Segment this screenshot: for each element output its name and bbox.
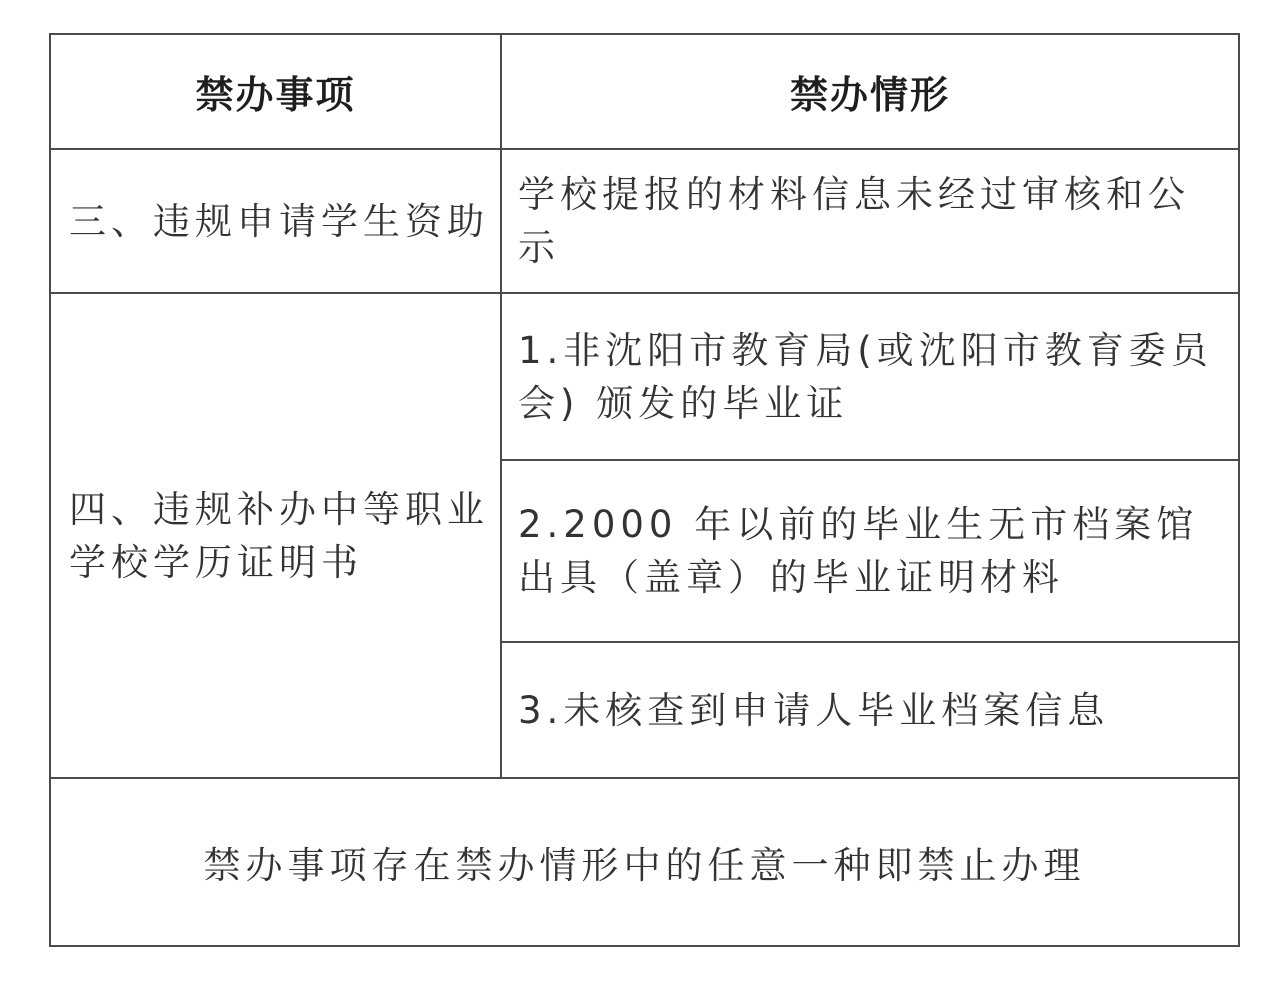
prohibition-table-sheet [49, 33, 1238, 955]
table-header-row [50, 34, 1239, 149]
header-prohibited-item: 禁办事项 [50, 34, 501, 149]
footer-note: 禁办事项存在禁办情形中的任意一种即禁止办理 [50, 778, 1239, 946]
situation-diploma-1: 1.非沈阳市教育局(或沈阳市教育委员会) 颁发的毕业证 [501, 293, 1239, 460]
item-student-aid: 三、违规申请学生资助 [50, 149, 501, 293]
situation-diploma-3: 3.未核查到申请人毕业档案信息 [501, 642, 1239, 778]
prohibition-table [49, 33, 1240, 947]
table-row [50, 149, 1239, 293]
header-prohibited-situation: 禁办情形 [501, 34, 1239, 149]
table-footer-row [50, 778, 1239, 946]
item-diploma-reissue: 四、违规补办中等职业学校学历证明书 [50, 293, 501, 778]
situation-diploma-2: 2.2000 年以前的毕业生无市档案馆出具（盖章）的毕业证明材料 [501, 460, 1239, 642]
table-row [50, 293, 1239, 460]
situation-student-aid-1: 学校提报的材料信息未经过审核和公示 [501, 149, 1239, 293]
